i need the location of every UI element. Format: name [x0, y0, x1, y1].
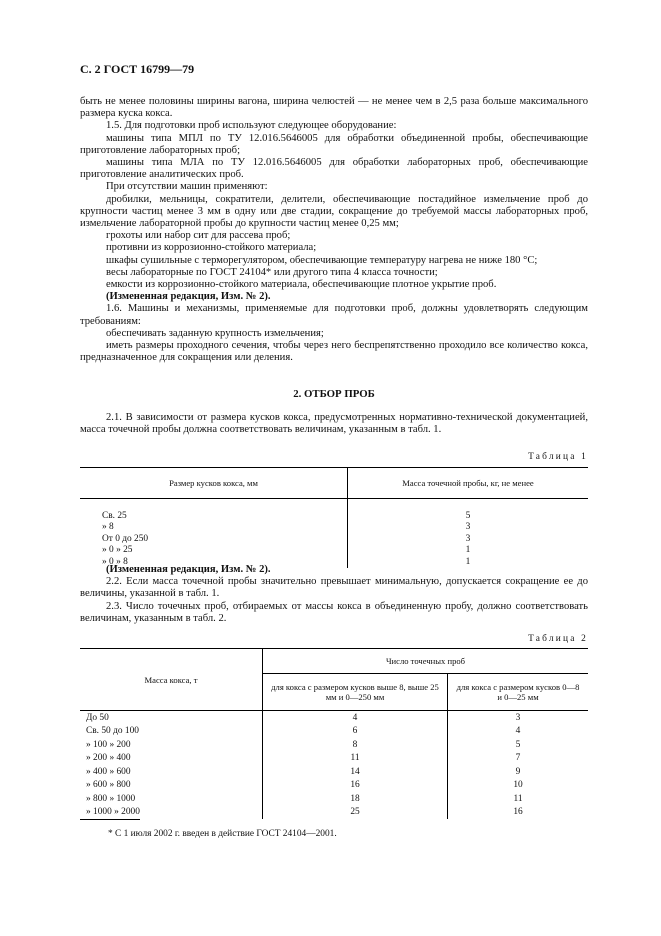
table-row: » 0 » 25 1 [80, 545, 588, 557]
paragraph: При отсутствии машин применяют: [106, 181, 268, 193]
page-header: С. 2 ГОСТ 16799—79 [80, 62, 195, 76]
table-row: До 50 4 3 [80, 711, 588, 725]
section-title: 2. ОТБОР ПРОБ [293, 388, 375, 400]
table-row: » 0 » 8 1 [80, 557, 588, 569]
paragraph: 2.2. Если масса точечной пробы значительно превышает минимальную, допускается сокращение ее до величины, указанной в табл. 1. [80, 576, 588, 600]
footnote: * С 1 июля 2002 г. введен в действие ГОСТ 24104—2001. [108, 829, 337, 839]
table1-header-size: Размер кусков кокса, мм [80, 468, 348, 499]
paragraph: противни из коррозионно-стойкого материала; [106, 242, 317, 254]
table2-header-mass: Масса кокса, т [80, 649, 263, 711]
paragraph: быть не менее половины ширины вагона, ширина челюстей — не менее чем в 2,5 раза больше максимального размера куска кокса. [80, 96, 588, 120]
paragraph: обеспечивать заданную крупность измельчения; [106, 327, 324, 339]
table-row: » 800 » 1000 18 11 [80, 792, 588, 806]
paragraph: машины типа МПЛ по ТУ 12.016.5646005 для обработки объединенной пробы, обеспечивающие приготовление лабораторных проб; [80, 132, 588, 156]
table-row: » 600 » 800 16 10 [80, 779, 588, 793]
table2-header-sub1: для кокса с размером кусков выше 8, выше 25 мм и 0—250 мм [263, 674, 448, 711]
table-row: Св. 25 5 [80, 511, 588, 523]
table2-caption: Таблица 2 [528, 634, 588, 644]
body-text [80, 96, 588, 364]
paragraph: 2.3. Число точечных проб, отбираемых от массы кокса в объединенную пробу, должно соответствовать величинам, указанным в табл. 2. [80, 600, 588, 624]
table-row: » 8 3 [80, 522, 588, 534]
paragraph: шкафы сушильные с терморегулятором, обеспечивающие температуру нагрева не ниже 180 °С; [106, 254, 538, 266]
table-row: » 100 » 200 8 5 [80, 738, 588, 752]
paragraph: 1.5. Для подготовки проб используют следующее оборудование: [106, 120, 397, 132]
paragraph: дробилки, мельницы, сократители, делители, обеспечивающие постадийное измельчение проб до крупности частиц менее 3 мм в одну или две стадии, сокращение до требуемой массы лабораторных проб, измельчение лабораторной пробы до крупности частиц менее 0,25 мм; [80, 193, 588, 230]
paragraph: машины типа МЛА по ТУ 12.016.5646005 для обработки лабораторных проб, обеспечивающие приготовление аналитических проб. [80, 157, 588, 181]
table-row: » 400 » 600 14 9 [80, 765, 588, 779]
paragraph: 2.1. В зависимости от размера кусков кокса, предусмотренных нормативно-технической документацией, масса точечной пробы должна соответствовать величинам, указанным в табл. 1. [80, 412, 588, 436]
footnote-divider [80, 819, 140, 820]
table-row: Св. 50 до 100 6 4 [80, 725, 588, 739]
paragraph: 1.6. Машины и механизмы, применяемые для подготовки проб, должны удовлетворять следующим требованиям: [80, 303, 588, 327]
amendment-note: (Измененная редакция, Изм. № 2). [106, 291, 271, 303]
table-row: » 1000 » 2000 25 16 [80, 806, 588, 820]
table1-caption: Таблица 1 [528, 452, 588, 462]
table1-header-mass: Масса точечной пробы, кг, не менее [348, 468, 589, 499]
table2-header-group: Число точечных проб [263, 649, 589, 674]
table1 [80, 467, 588, 568]
paragraph: иметь размеры проходного сечения, чтобы через него беспрепятственно проходило все количество кокса, предназначенное для сокращения или деления. [80, 340, 588, 364]
table2 [80, 648, 588, 819]
paragraph: грохоты или набор сит для рассева проб; [106, 230, 291, 242]
paragraph: емкости из коррозионно-стойкого материала, обеспечивающие плотное укрытие проб. [106, 279, 497, 291]
table-row: От 0 до 250 3 [80, 534, 588, 546]
table-row: » 200 » 400 11 7 [80, 752, 588, 766]
table2-header-sub2: для кокса с размером кусков 0—8 и 0—25 мм [448, 674, 588, 711]
amendment-note: (Измененная редакция, Изм. № 2). [106, 564, 271, 575]
paragraph: весы лабораторные по ГОСТ 24104* или другого типа 4 класса точности; [106, 266, 438, 278]
